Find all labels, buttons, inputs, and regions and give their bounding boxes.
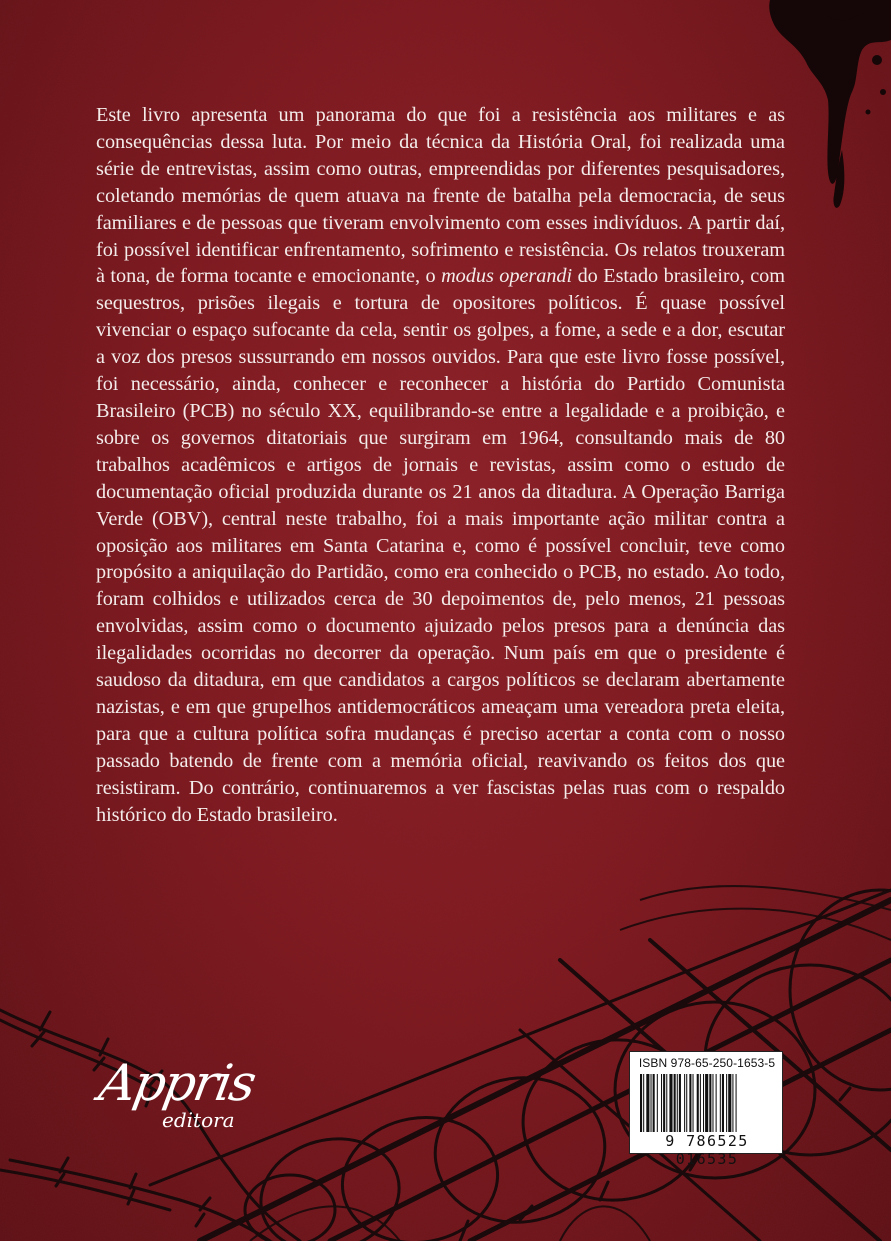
- barcode-bar: [674, 1074, 676, 1132]
- barcode-digits: 9 786525 016535: [665, 1132, 749, 1168]
- barcode-bar: [697, 1074, 699, 1132]
- barcode-bar: [726, 1074, 727, 1132]
- blurb-paragraph: [96, 102, 785, 828]
- blurb-text-part-2: do Estado brasileiro, com sequestros, prisões ilegais e tortura de opositores políticos. É quase possível vivenciar o espaço sufocante da cela, sentir os golpes, a fome, a sede e a dor, escutar a voz dos presos sussurrando em nossos ouvidos. Para que este livro fosse possível, foi necessário, ainda, conhecer e reconhecer a história do Partido Comunista Brasileiro (PCB) no século XX, equilibrando-se entre a legalidade e a proibição, e sobre os governos ditatoriais que surgiram em 1964, consultando mais de 80 trabalhos acadêmicos e artigos de jornais e revistas, assim como o estudo de documentação oficial produzida durante os 21 anos da ditadura. A Operação Barriga Verde (OBV), central neste trabalho, foi a mais importante ação militar contra a oposição aos militares em Santa Catarina e, como é possível concluir, teve como propósito a aniquilação do Partidão, como era conhecido o PCB, no estado. Ao todo, foram colhidos e utilizados cerca de 30 depoimentos de, pelo menos, 21 pessoas envolvidas, assim como o documento ajuizado pelos presos para a denúncia das ilegalidades ocorridas no decorrer da operação. Num país em que o presidente é saudoso da ditadura, em que candidatos a cargos políticos se declaram abertamente nazistas, e em que grupelhos antidemocráticos ameaçam uma vereadora preta eleita, para que a cultura política sofra mudanças é preciso acertar a conta com o nosso passado batendo de frente com a memória oficial, reavivando os feitos dos que resistiram. Do contrário, continuaremos a ver fascistas pelas ruas com o respaldo histórico do Estado brasileiro.: [96, 265, 785, 826]
- barcode-bar: [679, 1074, 681, 1132]
- barcode-bar: [686, 1074, 687, 1132]
- barcode-bar: [643, 1074, 644, 1132]
- barcode-bar: [712, 1074, 713, 1132]
- barcode-bar: [722, 1074, 724, 1132]
- barcode-bar: [653, 1074, 655, 1132]
- barcode-bar: [716, 1074, 717, 1132]
- barcode-bar: [720, 1074, 721, 1132]
- barcode-bar: [709, 1074, 711, 1132]
- barcode-bar: [732, 1074, 733, 1132]
- isbn-barcode: [629, 1051, 783, 1168]
- barcode-bar: [661, 1074, 662, 1132]
- barcode-bar: [669, 1074, 672, 1132]
- barcode-bars: [640, 1074, 774, 1132]
- barcode-bar: [703, 1074, 704, 1132]
- barcode-bar: [646, 1074, 649, 1132]
- barcode-bar: [640, 1074, 642, 1132]
- barcode-bar: [736, 1074, 737, 1132]
- barcode-bar: [666, 1074, 667, 1132]
- barcode-bar: [728, 1074, 731, 1132]
- barcode-bar: [663, 1074, 665, 1132]
- back-cover-blurb: [96, 102, 785, 828]
- barcode-bar: [705, 1074, 708, 1132]
- barcode-bar: [684, 1074, 685, 1132]
- barcode-bar: [700, 1074, 701, 1132]
- blurb-text-part-1: Este livro apresenta um panorama do que foi a resistência aos militares e as consequências dessa luta. Por meio da técnica da História Oral, foi realizada uma série de entrevistas, assim como outras, empreendidas por diferentes pesquisadores, coletando memórias de quem atuava na frente de batalha pela democracia, de seus familiares e de pessoas que tiveram envolvimento com esses indivíduos. A partir daí, foi possível identificar enfrentamento, sofrimento e resistência. Os relatos trouxeram à tona, de forma tocante e emocionante, o: [96, 104, 785, 288]
- barcode-bar: [657, 1074, 658, 1132]
- publisher-subtitle: editora: [162, 1108, 235, 1132]
- publisher-logo: [94, 1054, 270, 1138]
- barcode-bar: [677, 1074, 678, 1132]
- publisher-name: Appris: [94, 1054, 259, 1112]
- blurb-emphasis: modus operandi: [441, 265, 573, 288]
- barcode-bar: [651, 1074, 652, 1132]
- barcode-bar: [689, 1074, 691, 1132]
- barcode-bar: [693, 1074, 694, 1132]
- isbn-label: ISBN 978-65-250-1653-5: [638, 1056, 776, 1070]
